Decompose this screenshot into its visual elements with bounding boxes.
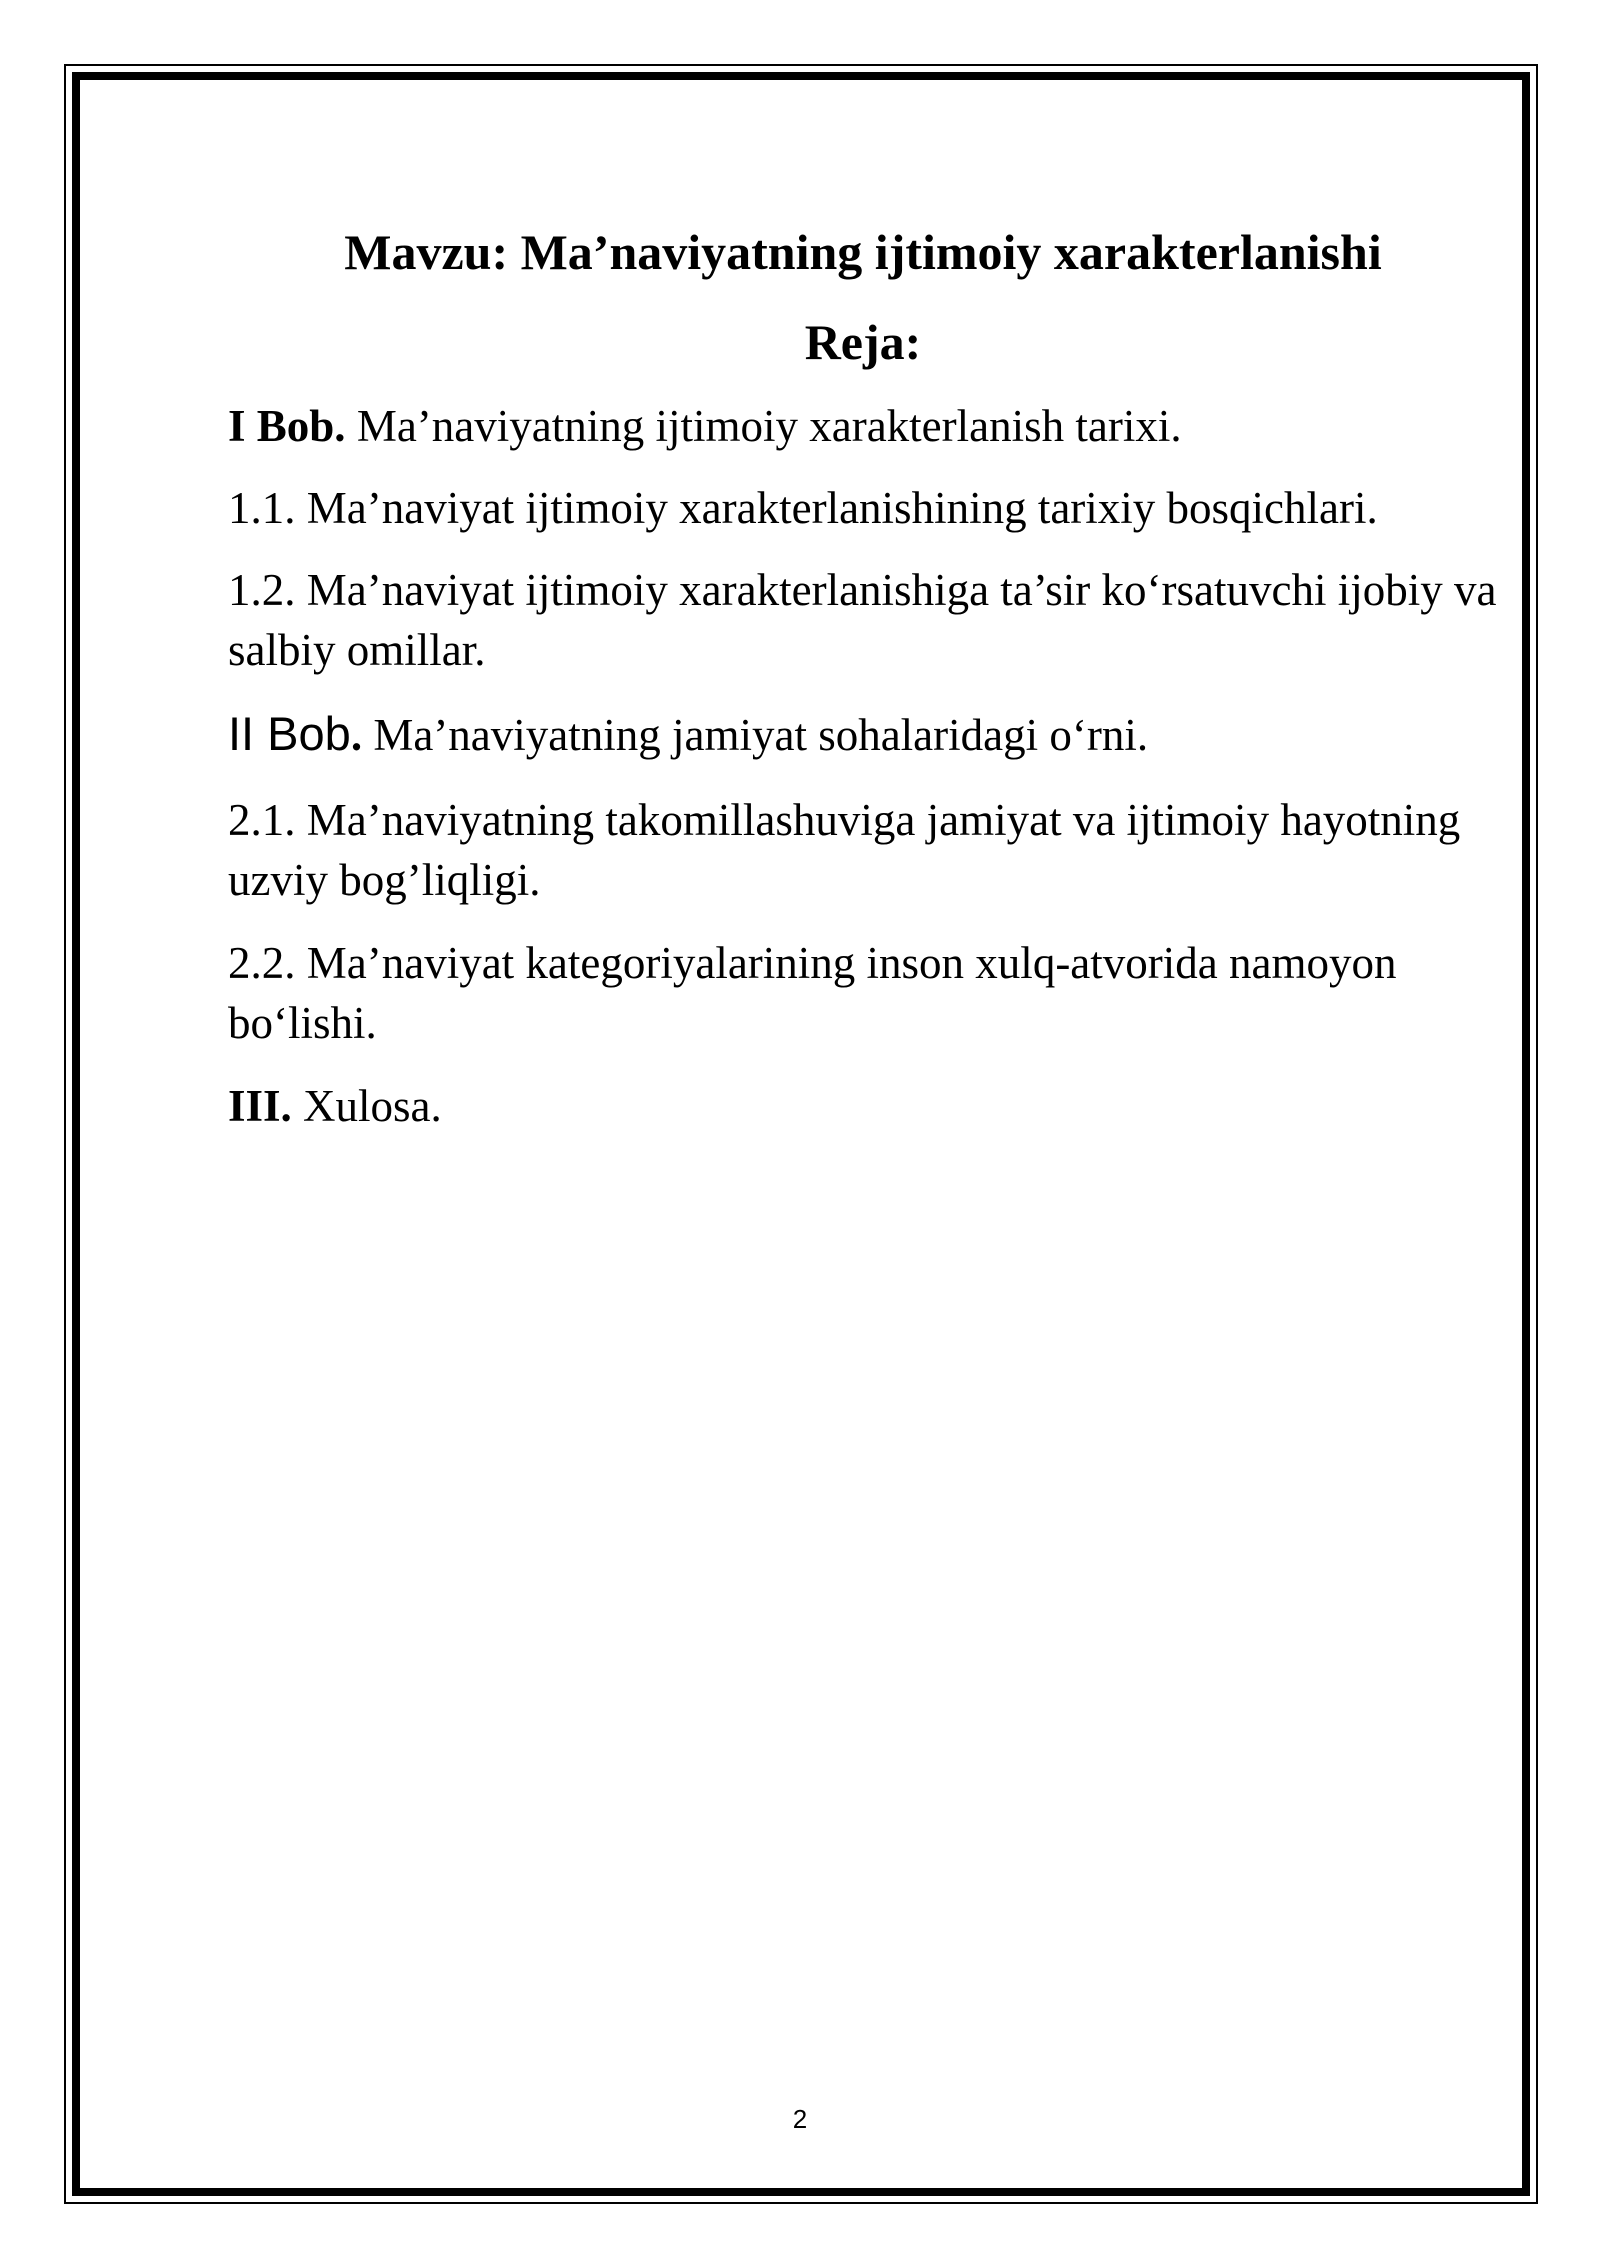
plan-item-prefix: III. (228, 1081, 292, 1131)
plan-item-2-1 (228, 790, 1498, 910)
plan-item-prefix-dot: . (350, 710, 363, 760)
plan-heading: Reja: (804, 314, 922, 370)
plan-item-chapter-2 (228, 704, 1498, 765)
plan-item-chapter-1 (228, 396, 1498, 456)
plan-item-2-2 (228, 933, 1498, 1053)
document-title: Mavzu: Ma’naviyatning ijtimoiy xarakterlanishi (344, 224, 1382, 280)
plan-item-1-1 (228, 478, 1498, 538)
plan-item-text: 2.1. Ma’naviyatning takomillashuviga jamiyat va ijtimoiy hayotning uzviy bog’liqligi. (228, 795, 1461, 905)
plan-item-prefix: II Bob (228, 707, 351, 760)
plan-item-text: 2.2. Ma’naviyat kategoriyalarining inson xulq-atvorida namoyon bo‘lishi. (228, 938, 1397, 1048)
page-number: 2 (792, 2104, 808, 2134)
plan-item-text: Xulosa. (291, 1081, 442, 1131)
plan-item-prefix: I Bob. (228, 401, 346, 451)
plan-item-conclusion (228, 1076, 1498, 1136)
plan-item-text: 1.1. Ma’naviyat ijtimoiy xarakterlanishining tarixiy bosqichlari. (228, 483, 1378, 533)
plan-item-text: Ma’naviyatning ijtimoiy xarakterlanish tarixi. (345, 401, 1182, 451)
plan-item-1-2 (228, 560, 1498, 680)
plan-item-text: Ma’naviyatning jamiyat sohalaridagi o‘rni. (362, 710, 1149, 760)
plan-item-text: 1.2. Ma’naviyat ijtimoiy xarakterlanishiga ta’sir ko‘rsatuvchi ijobiy va salbiy omillar. (228, 565, 1497, 675)
